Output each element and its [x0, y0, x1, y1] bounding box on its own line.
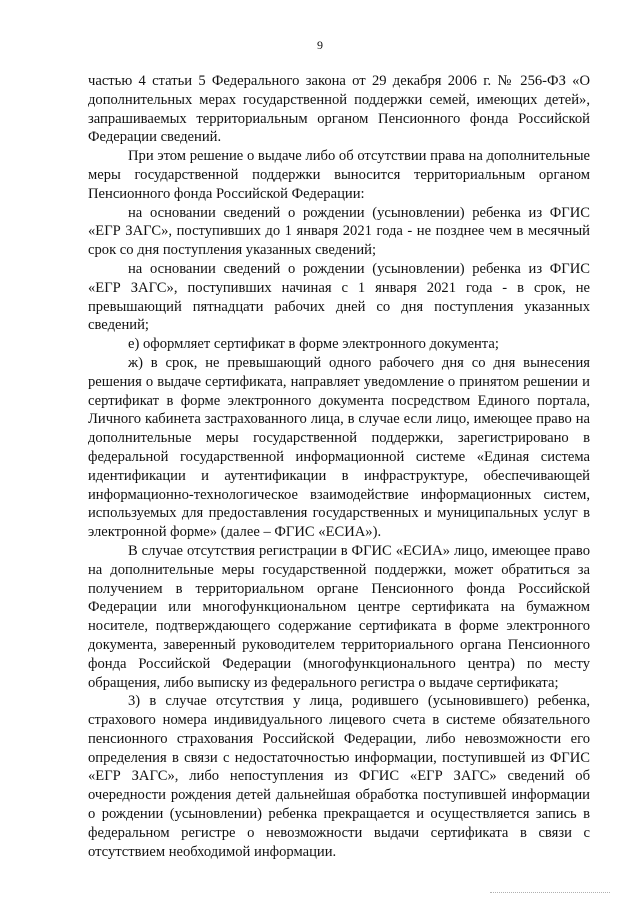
- paragraph-item-e: е) оформляет сертификат в форме электронного документа;: [128, 336, 499, 353]
- paragraph-continuation: частью 4 статьи 5 Федерального закона от 29 декабря 2006 г. № 256-ФЗ «О дополнительных мерах государственной поддержки семей, имеющих детей», запрашиваемых территориальным органом Пенсионного фонда Российской Федерации сведений.: [88, 73, 590, 146]
- paragraph-item-3: 3) в случае отсутствия у лица, родившего (усыновившего) ребенка, страхового номера индивидуального лицевого счета в системе обязательного пенсионного страхования Российской Федерации, либо невозможности его определения в связи с недостаточностью информации, поступившей из ФГИС «ЕГР ЗАГС», либо непоступления из ФГИС «ЕГР ЗАГС» сведений об очередности рождения детей дальнейшая обработка поступившей информации о рождении (усыновлении) ребенка прекращается и осуществляется запись в федеральном регистре о невозможности выдачи сертификата в связи с отсутствием необходимой информации.: [88, 693, 590, 860]
- page-number: 9: [317, 38, 323, 52]
- paragraph-item-zh: ж) в срок, не превышающий одного рабочего дня со дня вынесения решения о выдаче сертификата, направляет уведомление о принятом решении и сертификат в форме электронного документа посредством Единого портала, Личного кабинета застрахованного лица, в случае если лицо, имеющее право на дополнительные меры государственной поддержки, зарегистрировано в федеральной государственной информационной системе «Единая система идентификации и аутентификации в инфраструктуре, обеспечивающей информационно-технологическое взаимодействие информационных систем, используемых для предоставления государственных и муниципальных услуг в электронной форме» (далее – ФГИС «ЕСИА»).: [88, 354, 590, 541]
- paragraph-from-2021: на основании сведений о рождении (усыновлении) ребенка из ФГИС «ЕГР ЗАГС», поступивших начиная с 1 января 2021 года - в срок, не превышающий пятнадцати рабочих дней со дня поступления указанных сведений;: [88, 260, 590, 334]
- paragraph-no-esia: В случае отсутствия регистрации в ФГИС «ЕСИА» лицо, имеющее право на дополнительные меры государственной поддержки, может обратиться за получением в территориальном органе Пенсионного фонда Российской Федерации или многофункциональном центре сертификата на бумажном носителе, подтверждающего содержание сертификата в форме электронного документа, заверенный руководителем территориального органа Пенсионного фонда Российской Федерации (многофункционального центра) по месту обращения, либо выписку из федерального регистра о выдаче сертификата;: [88, 542, 590, 691]
- paragraph-before-2021: на основании сведений о рождении (усыновлении) ребенка из ФГИС «ЕГР ЗАГС», поступивших до 1 января 2021 года - не позднее чем в месячный срок со дня поступления указанных сведений;: [88, 204, 590, 259]
- paragraph-decision: При этом решение о выдаче либо об отсутствии права на дополнительные меры государственной поддержки выносится территориальным органом Пенсионного фонда Российской Федерации:: [88, 148, 590, 202]
- scan-edge-mark: [490, 892, 610, 897]
- document-body: [88, 72, 590, 861]
